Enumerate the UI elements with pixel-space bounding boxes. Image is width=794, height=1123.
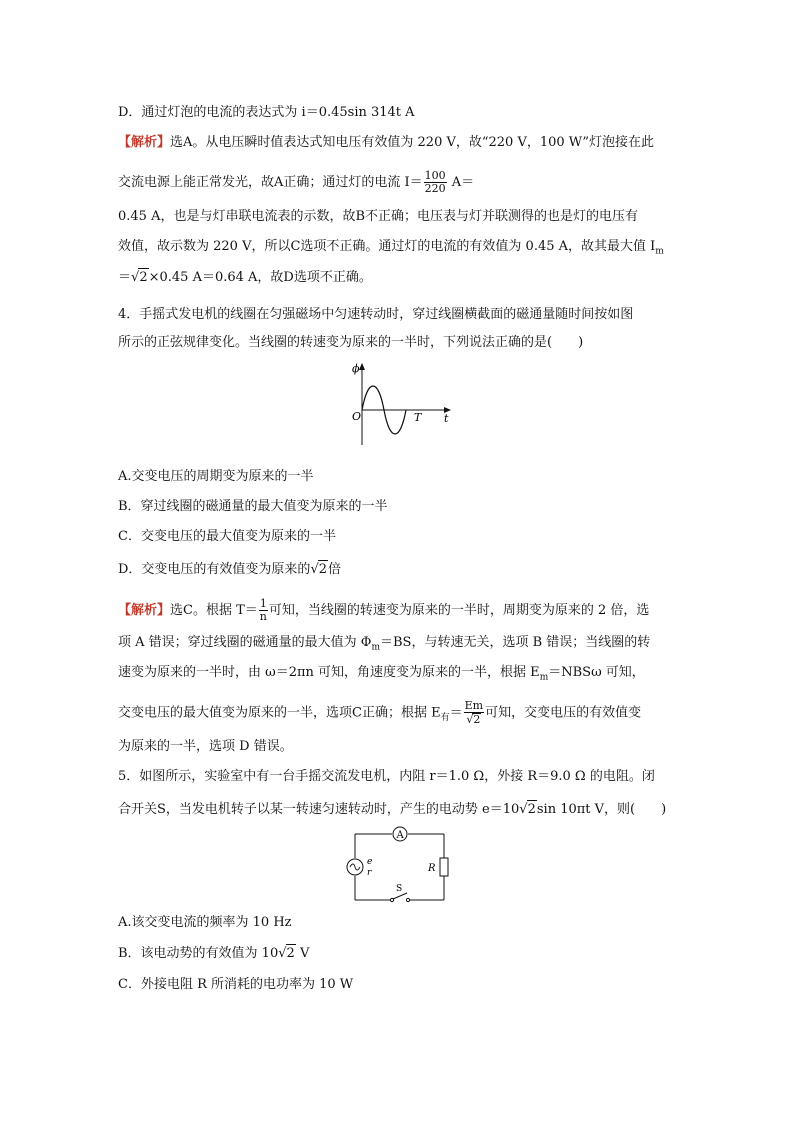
q4-option-d-suffix: 倍 — [328, 562, 342, 577]
q5-stem-line-1: 5．如图所示，实验室中有一台手摇交流发电机，内阻 r＝1.0 Ω，外接 R＝9.0 Ω 的电阻。闭 — [118, 769, 655, 784]
flux-sine-graph — [340, 360, 460, 450]
q5-option-c: C．外接电阻 R 所消耗的电功率为 10 W — [118, 977, 354, 992]
q3-analysis-line-2 — [118, 170, 474, 195]
q3-option-d: D．通过灯泡的电流的表达式为 i＝0.45sin 314t A — [118, 105, 415, 120]
q4-analysis-text-4a: 交变电压的最大值变为原来的一半，选项C正确；根据 E — [118, 705, 441, 721]
subscript-m: m — [539, 672, 549, 683]
fraction-numerator: 100 — [424, 169, 446, 182]
sqrt-radicand: 2 — [318, 562, 328, 577]
q4-option-a: A.交变电压的周期变为原来的一半 — [118, 469, 314, 484]
q4-analysis-line-3 — [118, 664, 645, 687]
q4-stem-line-2: 所示的正弦规律变化。当线圈的转速变为原来的一半时，下列说法正确的是( ) — [118, 335, 584, 350]
q3-analysis-text-4: 效值，故示数为 220 V，所以C选项不正确。通过灯的电流的有效值为 0.45 A，故其最大值 I — [118, 239, 656, 254]
sqrt-radicand: 2 — [286, 946, 295, 961]
q5-stem-line-2: 合开关S，当发电机转子以某一转速匀速转动时，产生的电动势 e＝10√2sin 10πt V，则( ) — [118, 802, 667, 817]
fraction-numerator: Em — [464, 699, 484, 712]
fraction-numerator: 1 — [259, 597, 267, 610]
fraction-100-220 — [424, 170, 447, 195]
resistor-label: R — [428, 863, 436, 874]
q4-option-d: D．交变电压的有效值变为原来的√2倍 — [118, 562, 342, 577]
analysis-label: 【解析】 — [118, 603, 171, 618]
fraction-denominator: n — [259, 610, 267, 623]
ammeter-label: A — [396, 830, 404, 841]
sqrt-radicand: 2 — [527, 802, 536, 817]
q3-analysis-text-2a: 交流电源上能正常发光，故A正确；通过灯的电流 I＝ — [118, 175, 423, 190]
fraction-em-sqrt2 — [464, 700, 484, 726]
q4-analysis-text-3a: 速变为原来的一半时，由 ω＝2πn 可知，角速度变为原来的一半，根据 E — [118, 665, 540, 680]
fraction-1-n — [259, 598, 268, 623]
q3-analysis-line-3: 0.45 A，也是与灯串联电流表的示数，故B不正确；电压表与灯并联测得的也是灯的电压有 — [118, 209, 639, 224]
subscript-you: 有 — [440, 713, 450, 724]
origin-label: O — [352, 410, 362, 423]
period-label: T — [414, 411, 422, 424]
subscript-m: m — [655, 246, 664, 257]
q4-analysis-text-2b: ＝BS，与转速无关，选项 B 错误；当线圈的转 — [380, 635, 651, 650]
q4-option-b: B．穿过线圈的磁通量的最大值变为原来的一半 — [118, 499, 388, 514]
q4-analysis-text-4c: 可知，交变电压的有效值变 — [485, 705, 642, 721]
q5-option-b-unit: V — [295, 946, 310, 961]
q3-analysis-text-1: 选A。从电压瞬时值表达式知电压有效值为 220 V，故“220 V，100 W”灯泡接在此 — [170, 135, 655, 150]
q4-analysis-line-4 — [118, 700, 641, 727]
q4-analysis-line-1 — [118, 598, 649, 623]
q4-stem-line-1: 4．手摇式发电机的线圈在匀强磁场中匀速转动时，穿过线圈横截面的磁通量随时间按如图 — [118, 307, 634, 322]
y-axis-label: ϕ — [352, 362, 360, 375]
equals-sign: ＝ — [449, 705, 463, 721]
q3-analysis-line-4 — [118, 238, 664, 261]
switch-label: S — [396, 884, 403, 894]
q4-analysis-line-5: 为原来的一半，选项 D 错误。 — [118, 739, 293, 754]
resistor-icon — [440, 858, 448, 876]
fraction-denominator: √2 — [466, 713, 481, 726]
q4-analysis-text-1a: 选C。根据 T＝ — [170, 603, 258, 618]
q5-option-a: A.该交变电流的频率为 10 Hz — [118, 915, 292, 930]
q5-stem-text-2b: sin 10πt V，则( ) — [536, 802, 667, 817]
equals-sign: ＝ — [118, 270, 132, 285]
q3-analysis-text-5: ×0.45 A＝0.64 A，故D选项不正确。 — [148, 270, 372, 285]
subscript-m: m — [371, 642, 380, 653]
q5-stem-text-2a: 合开关S，当发电机转子以某一转速匀速转动时，产生的电动势 e＝10 — [118, 802, 520, 817]
sqrt-radicand: 2 — [139, 270, 148, 285]
q5-option-b: B．该电动势的有效值为 10√2 V — [118, 946, 310, 961]
x-axis-label: t — [444, 412, 449, 425]
q4-analysis-text-3b: ＝NBSω 可知， — [548, 665, 645, 680]
q3-analysis-line-5: ＝√2×0.45 A＝0.64 A，故D选项不正确。 — [118, 270, 372, 285]
analysis-label: 【解析】 — [118, 135, 171, 150]
circuit-diagram — [340, 824, 460, 906]
q3-analysis-text-2b: A＝ — [451, 175, 475, 190]
internal-resistance-label: r — [367, 868, 372, 878]
q4-analysis-line-2 — [118, 634, 650, 657]
switch-contact-right — [406, 898, 409, 901]
sqrt-radicand: 2 — [473, 713, 481, 726]
q3-analysis-line-1 — [118, 134, 654, 152]
y-axis-arrow-icon — [359, 363, 365, 370]
q4-option-c: C．交变电压的最大值变为原来的一半 — [118, 529, 336, 544]
emf-label: e — [367, 857, 373, 867]
q4-analysis-text-2a: 项 A 错误；穿过线圈的磁通量的最大值为 Φ — [118, 635, 372, 650]
q5-option-b-text: B．该电动势的有效值为 10 — [118, 946, 279, 961]
q4-option-d-text: D．交变电压的有效值变为原来的 — [118, 562, 311, 577]
q4-analysis-text-1b: 可知，当线圈的转速变为原来的一半时，周期变为原来的 2 倍，选 — [268, 603, 650, 618]
fraction-denominator: 220 — [424, 182, 446, 195]
